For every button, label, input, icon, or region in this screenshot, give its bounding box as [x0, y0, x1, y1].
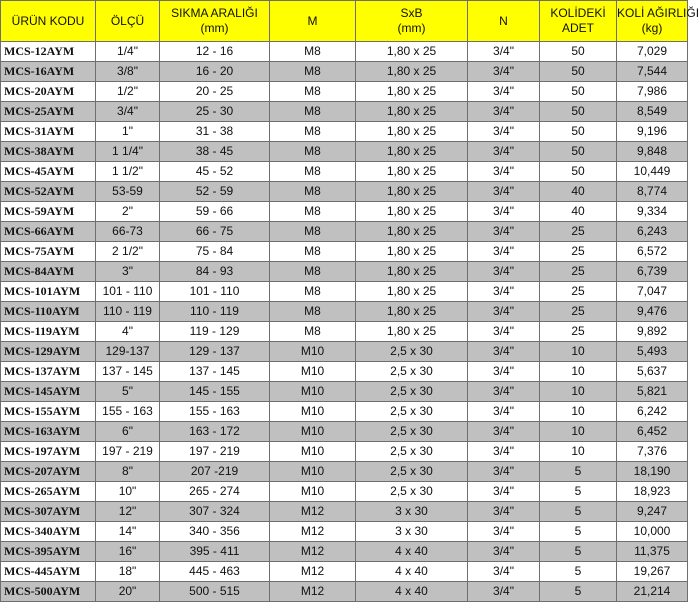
cell-box-quantity: 50 — [540, 102, 617, 122]
cell-box-weight: 5,493 — [617, 342, 688, 362]
cell-n: 3/4" — [468, 182, 540, 202]
cell-n: 3/4" — [468, 562, 540, 582]
cell-band-size: 2,5 x 30 — [356, 342, 468, 362]
cell-box-quantity: 5 — [540, 502, 617, 522]
header-size: ÖLÇÜ — [96, 1, 160, 42]
cell-box-quantity: 25 — [540, 322, 617, 342]
header-product-code: ÜRÜN KODU — [1, 1, 96, 42]
cell-box-weight: 8,774 — [617, 182, 688, 202]
cell-product-code: MCS-38AYM — [1, 142, 96, 162]
cell-box-quantity: 50 — [540, 82, 617, 102]
cell-box-weight: 9,196 — [617, 122, 688, 142]
cell-size: 3/8" — [96, 62, 160, 82]
cell-clamp-range: 75 - 84 — [160, 242, 270, 262]
header-box-weight: KOLİ AĞIRLIĞI (kg) — [617, 1, 688, 42]
table-row — [1, 222, 688, 242]
cell-box-quantity: 50 — [540, 162, 617, 182]
cell-screw: M10 — [270, 382, 356, 402]
table-row — [1, 522, 688, 542]
cell-n: 3/4" — [468, 482, 540, 502]
table-row — [1, 82, 688, 102]
cell-box-weight: 6,452 — [617, 422, 688, 442]
cell-box-weight: 7,544 — [617, 62, 688, 82]
cell-band-size: 2,5 x 30 — [356, 482, 468, 502]
cell-product-code: MCS-25AYM — [1, 102, 96, 122]
cell-size: 1 1/2" — [96, 162, 160, 182]
cell-product-code: MCS-137AYM — [1, 362, 96, 382]
cell-band-size: 1,80 x 25 — [356, 62, 468, 82]
table-row — [1, 302, 688, 322]
cell-size: 53-59 — [96, 182, 160, 202]
cell-screw: M8 — [270, 82, 356, 102]
cell-box-quantity: 5 — [540, 542, 617, 562]
cell-product-code: MCS-307AYM — [1, 502, 96, 522]
header-box-quantity: KOLİDEKİ ADET — [540, 1, 617, 42]
cell-product-code: MCS-45AYM — [1, 162, 96, 182]
cell-size: 20" — [96, 582, 160, 602]
cell-band-size: 1,80 x 25 — [356, 222, 468, 242]
cell-n: 3/4" — [468, 122, 540, 142]
cell-screw: M8 — [270, 322, 356, 342]
cell-size: 3/4" — [96, 102, 160, 122]
cell-screw: M8 — [270, 162, 356, 182]
cell-product-code: MCS-395AYM — [1, 542, 96, 562]
cell-screw: M10 — [270, 402, 356, 422]
cell-size: 110 - 119 — [96, 302, 160, 322]
cell-clamp-range: 500 - 515 — [160, 582, 270, 602]
cell-clamp-range: 163 - 172 — [160, 422, 270, 442]
cell-size: 12" — [96, 502, 160, 522]
cell-box-weight: 6,242 — [617, 402, 688, 422]
cell-box-weight: 10,449 — [617, 162, 688, 182]
cell-product-code: MCS-163AYM — [1, 422, 96, 442]
cell-clamp-range: 110 - 119 — [160, 302, 270, 322]
cell-band-size: 2,5 x 30 — [356, 402, 468, 422]
cell-box-quantity: 40 — [540, 202, 617, 222]
cell-band-size: 1,80 x 25 — [356, 42, 468, 62]
cell-size: 4" — [96, 322, 160, 342]
cell-box-quantity: 40 — [540, 182, 617, 202]
cell-box-quantity: 50 — [540, 142, 617, 162]
cell-clamp-range: 265 - 274 — [160, 482, 270, 502]
cell-size: 129-137 — [96, 342, 160, 362]
cell-band-size: 4 x 40 — [356, 542, 468, 562]
table-body — [1, 42, 688, 602]
cell-n: 3/4" — [468, 102, 540, 122]
cell-size: 155 - 163 — [96, 402, 160, 422]
cell-size: 137 - 145 — [96, 362, 160, 382]
cell-band-size: 2,5 x 30 — [356, 462, 468, 482]
cell-box-weight: 5,821 — [617, 382, 688, 402]
table-row — [1, 282, 688, 302]
cell-box-weight: 21,214 — [617, 582, 688, 602]
table-row — [1, 502, 688, 522]
table-row — [1, 182, 688, 202]
cell-box-weight: 8,549 — [617, 102, 688, 122]
cell-product-code: MCS-197AYM — [1, 442, 96, 462]
cell-size: 1" — [96, 122, 160, 142]
cell-size: 2" — [96, 202, 160, 222]
cell-box-quantity: 5 — [540, 482, 617, 502]
cell-box-weight: 6,572 — [617, 242, 688, 262]
cell-clamp-range: 52 - 59 — [160, 182, 270, 202]
cell-n: 3/4" — [468, 162, 540, 182]
cell-clamp-range: 38 - 45 — [160, 142, 270, 162]
table-row — [1, 242, 688, 262]
cell-box-weight: 9,892 — [617, 322, 688, 342]
cell-screw: M10 — [270, 462, 356, 482]
cell-screw: M10 — [270, 442, 356, 462]
cell-band-size: 2,5 x 30 — [356, 442, 468, 462]
cell-size: 5" — [96, 382, 160, 402]
cell-screw: M8 — [270, 222, 356, 242]
cell-screw: M8 — [270, 142, 356, 162]
cell-screw: M8 — [270, 302, 356, 322]
table-row — [1, 102, 688, 122]
cell-n: 3/4" — [468, 542, 540, 562]
cell-size: 8" — [96, 462, 160, 482]
cell-band-size: 1,80 x 25 — [356, 322, 468, 342]
cell-box-weight: 7,047 — [617, 282, 688, 302]
cell-band-size: 2,5 x 30 — [356, 382, 468, 402]
cell-size: 14" — [96, 522, 160, 542]
cell-clamp-range: 137 - 145 — [160, 362, 270, 382]
table-row — [1, 382, 688, 402]
cell-clamp-range: 20 - 25 — [160, 82, 270, 102]
cell-n: 3/4" — [468, 522, 540, 542]
cell-screw: M12 — [270, 582, 356, 602]
cell-box-weight: 6,739 — [617, 262, 688, 282]
cell-screw: M8 — [270, 262, 356, 282]
cell-clamp-range: 145 - 155 — [160, 382, 270, 402]
header-clamp-range: SIKMA ARALIĞI (mm) — [160, 1, 270, 42]
cell-screw: M12 — [270, 542, 356, 562]
cell-clamp-range: 155 - 163 — [160, 402, 270, 422]
cell-product-code: MCS-119AYM — [1, 322, 96, 342]
cell-size: 101 - 110 — [96, 282, 160, 302]
cell-screw: M8 — [270, 202, 356, 222]
cell-n: 3/4" — [468, 402, 540, 422]
cell-product-code: MCS-265AYM — [1, 482, 96, 502]
cell-box-quantity: 25 — [540, 282, 617, 302]
cell-n: 3/4" — [468, 222, 540, 242]
cell-size: 10" — [96, 482, 160, 502]
cell-n: 3/4" — [468, 202, 540, 222]
cell-clamp-range: 119 - 129 — [160, 322, 270, 342]
table-row — [1, 442, 688, 462]
cell-box-weight: 11,375 — [617, 542, 688, 562]
cell-screw: M8 — [270, 102, 356, 122]
cell-product-code: MCS-66AYM — [1, 222, 96, 242]
header-band-size: SxB (mm) — [356, 1, 468, 42]
header-screw: M — [270, 1, 356, 42]
cell-clamp-range: 31 - 38 — [160, 122, 270, 142]
cell-box-weight: 9,334 — [617, 202, 688, 222]
table-header — [1, 1, 699, 42]
cell-band-size: 1,80 x 25 — [356, 122, 468, 142]
cell-n: 3/4" — [468, 322, 540, 342]
cell-size: 2 1/2" — [96, 242, 160, 262]
cell-product-code: MCS-75AYM — [1, 242, 96, 262]
cell-product-code: MCS-445AYM — [1, 562, 96, 582]
cell-screw: M8 — [270, 182, 356, 202]
cell-box-quantity: 5 — [540, 522, 617, 542]
cell-n: 3/4" — [468, 422, 540, 442]
cell-band-size: 1,80 x 25 — [356, 262, 468, 282]
cell-band-size: 1,80 x 25 — [356, 162, 468, 182]
cell-size: 6" — [96, 422, 160, 442]
cell-n: 3/4" — [468, 582, 540, 602]
cell-product-code: MCS-59AYM — [1, 202, 96, 222]
table-row — [1, 482, 688, 502]
cell-box-weight: 18,923 — [617, 482, 688, 502]
cell-size: 197 - 219 — [96, 442, 160, 462]
cell-product-code: MCS-20AYM — [1, 82, 96, 102]
table-row — [1, 262, 688, 282]
cell-screw: M10 — [270, 362, 356, 382]
cell-clamp-range: 12 - 16 — [160, 42, 270, 62]
cell-box-quantity: 50 — [540, 122, 617, 142]
cell-band-size: 4 x 40 — [356, 582, 468, 602]
cell-screw: M12 — [270, 562, 356, 582]
cell-screw: M8 — [270, 242, 356, 262]
cell-box-weight: 19,267 — [617, 562, 688, 582]
cell-box-quantity: 5 — [540, 462, 617, 482]
cell-screw: M12 — [270, 502, 356, 522]
cell-screw: M8 — [270, 282, 356, 302]
cell-band-size: 4 x 40 — [356, 562, 468, 582]
cell-band-size: 3 x 30 — [356, 522, 468, 542]
cell-screw: M8 — [270, 42, 356, 62]
cell-product-code: MCS-16AYM — [1, 62, 96, 82]
cell-clamp-range: 59 - 66 — [160, 202, 270, 222]
table-row — [1, 362, 688, 382]
cell-size: 1/4" — [96, 42, 160, 62]
cell-n: 3/4" — [468, 442, 540, 462]
cell-box-weight: 7,029 — [617, 42, 688, 62]
cell-clamp-range: 66 - 75 — [160, 222, 270, 242]
cell-band-size: 3 x 30 — [356, 502, 468, 522]
cell-n: 3/4" — [468, 302, 540, 322]
cell-box-quantity: 5 — [540, 562, 617, 582]
cell-n: 3/4" — [468, 342, 540, 362]
cell-product-code: MCS-340AYM — [1, 522, 96, 542]
cell-n: 3/4" — [468, 62, 540, 82]
table-row — [1, 42, 688, 62]
cell-clamp-range: 307 - 324 — [160, 502, 270, 522]
cell-n: 3/4" — [468, 82, 540, 102]
cell-box-weight: 9,848 — [617, 142, 688, 162]
cell-box-quantity: 5 — [540, 582, 617, 602]
cell-box-weight: 7,376 — [617, 442, 688, 462]
cell-clamp-range: 395 - 411 — [160, 542, 270, 562]
cell-box-quantity: 50 — [540, 42, 617, 62]
cell-box-weight: 5,637 — [617, 362, 688, 382]
cell-clamp-range: 340 - 356 — [160, 522, 270, 542]
cell-box-quantity: 10 — [540, 442, 617, 462]
header-row — [1, 1, 688, 42]
cell-product-code: MCS-207AYM — [1, 462, 96, 482]
cell-product-code: MCS-129AYM — [1, 342, 96, 362]
cell-clamp-range: 207 -219 — [160, 462, 270, 482]
cell-band-size: 1,80 x 25 — [356, 202, 468, 222]
cell-band-size: 1,80 x 25 — [356, 102, 468, 122]
cell-clamp-range: 445 - 463 — [160, 562, 270, 582]
cell-box-weight: 9,476 — [617, 302, 688, 322]
cell-n: 3/4" — [468, 282, 540, 302]
cell-n: 3/4" — [468, 382, 540, 402]
cell-product-code: MCS-155AYM — [1, 402, 96, 422]
cell-box-weight: 10,000 — [617, 522, 688, 542]
table-row — [1, 122, 688, 142]
cell-box-weight: 9,247 — [617, 502, 688, 522]
cell-product-code: MCS-52AYM — [1, 182, 96, 202]
table-row — [1, 162, 688, 182]
cell-screw: M12 — [270, 522, 356, 542]
cell-band-size: 1,80 x 25 — [356, 142, 468, 162]
cell-product-code: MCS-145AYM — [1, 382, 96, 402]
cell-clamp-range: 101 - 110 — [160, 282, 270, 302]
cell-n: 3/4" — [468, 362, 540, 382]
cell-band-size: 1,80 x 25 — [356, 82, 468, 102]
cell-clamp-range: 84 - 93 — [160, 262, 270, 282]
cell-box-quantity: 10 — [540, 422, 617, 442]
cell-box-weight: 7,986 — [617, 82, 688, 102]
table-row — [1, 402, 688, 422]
cell-n: 3/4" — [468, 42, 540, 62]
cell-size: 3" — [96, 262, 160, 282]
cell-n: 3/4" — [468, 502, 540, 522]
cell-band-size: 2,5 x 30 — [356, 362, 468, 382]
cell-n: 3/4" — [468, 262, 540, 282]
table-row — [1, 582, 688, 602]
cell-screw: M10 — [270, 482, 356, 502]
cell-product-code: MCS-31AYM — [1, 122, 96, 142]
cell-box-quantity: 10 — [540, 342, 617, 362]
cell-clamp-range: 129 - 137 — [160, 342, 270, 362]
cell-band-size: 1,80 x 25 — [356, 302, 468, 322]
cell-box-weight: 6,243 — [617, 222, 688, 242]
table-row — [1, 342, 688, 362]
cell-product-code: MCS-84AYM — [1, 262, 96, 282]
cell-box-quantity: 10 — [540, 402, 617, 422]
cell-size: 66-73 — [96, 222, 160, 242]
cell-clamp-range: 25 - 30 — [160, 102, 270, 122]
cell-clamp-range: 16 - 20 — [160, 62, 270, 82]
cell-screw: M10 — [270, 342, 356, 362]
header-n: N — [468, 1, 540, 42]
cell-box-quantity: 25 — [540, 242, 617, 262]
cell-box-quantity: 10 — [540, 382, 617, 402]
table-row — [1, 542, 688, 562]
cell-screw: M8 — [270, 122, 356, 142]
cell-size: 18" — [96, 562, 160, 582]
table-row — [1, 202, 688, 222]
cell-box-quantity: 10 — [540, 362, 617, 382]
cell-clamp-range: 197 - 219 — [160, 442, 270, 462]
cell-size: 1/2" — [96, 82, 160, 102]
table-row — [1, 422, 688, 442]
cell-box-quantity: 25 — [540, 302, 617, 322]
cell-box-weight: 18,190 — [617, 462, 688, 482]
cell-screw: M10 — [270, 422, 356, 442]
cell-band-size: 1,80 x 25 — [356, 182, 468, 202]
cell-band-size: 1,80 x 25 — [356, 282, 468, 302]
table-row — [1, 142, 688, 162]
cell-clamp-range: 45 - 52 — [160, 162, 270, 182]
table-row — [1, 62, 688, 82]
cell-product-code: MCS-101AYM — [1, 282, 96, 302]
cell-screw: M8 — [270, 62, 356, 82]
cell-box-quantity: 25 — [540, 222, 617, 242]
cell-box-quantity: 25 — [540, 262, 617, 282]
cell-band-size: 1,80 x 25 — [356, 242, 468, 262]
cell-band-size: 2,5 x 30 — [356, 422, 468, 442]
cell-n: 3/4" — [468, 462, 540, 482]
cell-n: 3/4" — [468, 242, 540, 262]
table-row — [1, 462, 688, 482]
cell-product-code: MCS-500AYM — [1, 582, 96, 602]
table-row — [1, 562, 688, 582]
table-row — [1, 322, 688, 342]
cell-box-quantity: 50 — [540, 62, 617, 82]
cell-size: 16" — [96, 542, 160, 562]
cell-product-code: MCS-110AYM — [1, 302, 96, 322]
cell-size: 1 1/4" — [96, 142, 160, 162]
cell-product-code: MCS-12AYM — [1, 42, 96, 62]
cell-n: 3/4" — [468, 142, 540, 162]
